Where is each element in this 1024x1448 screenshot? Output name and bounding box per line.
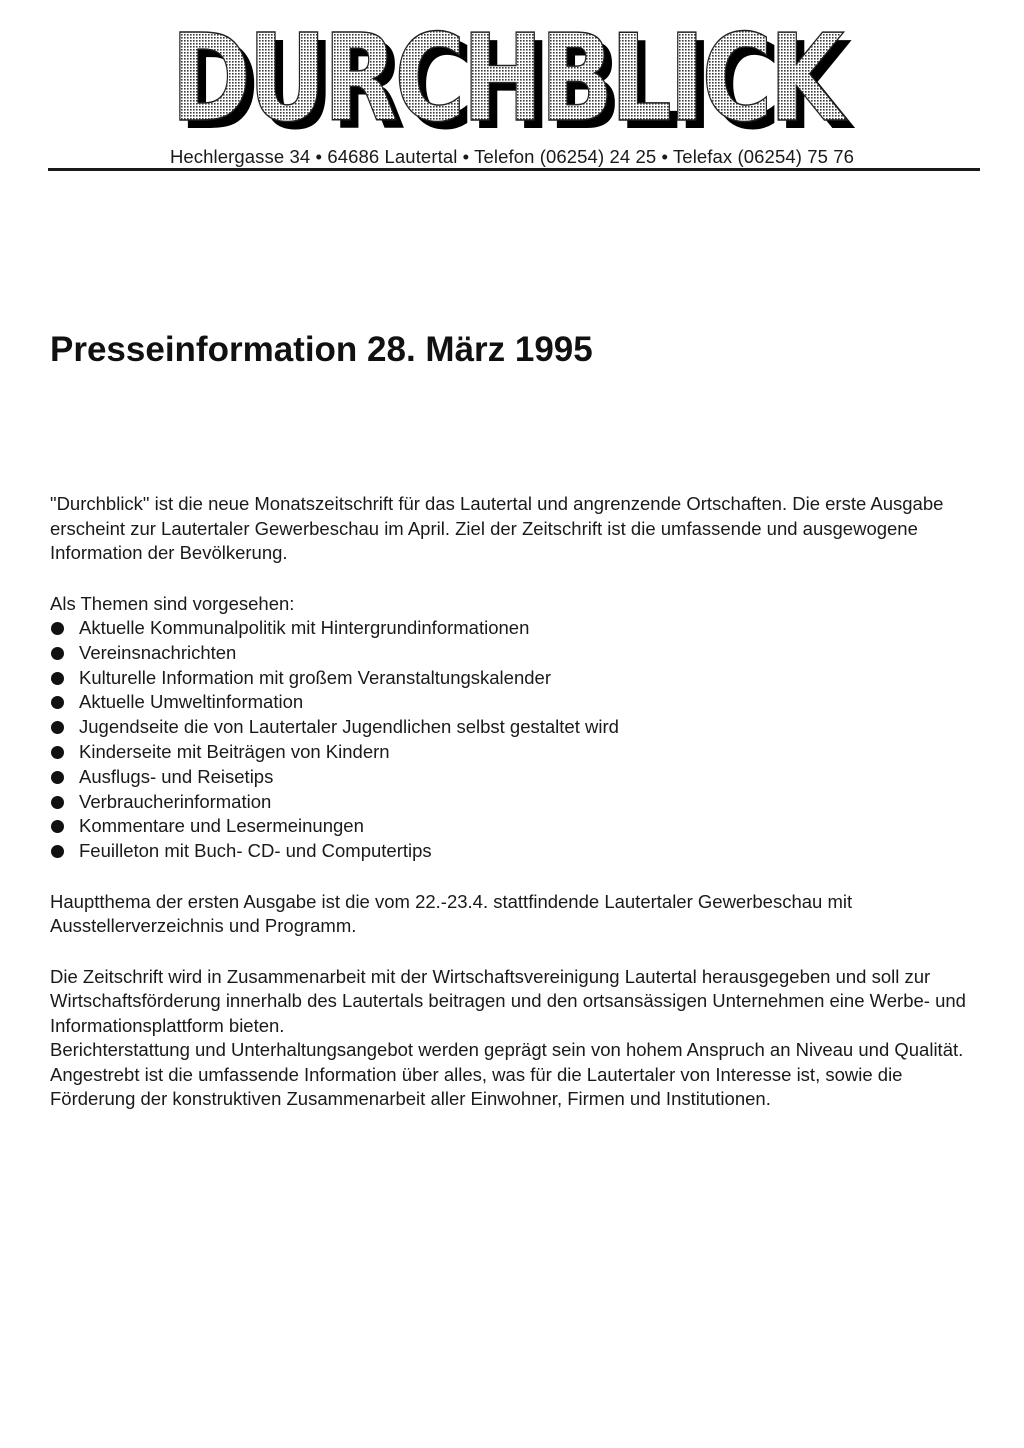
logo-wordmark: DURCHBLICK xyxy=(171,22,848,140)
address-line: Hechlergasse 34 • 64686 Lautertal • Telefon (06254) 24 25 • Telefax (06254) 75 76 xyxy=(169,146,855,167)
topic-text: Kinderseite mit Beiträgen von Kindern xyxy=(79,740,390,762)
list-item xyxy=(50,666,970,691)
list-item xyxy=(50,715,970,740)
bullet-icon xyxy=(51,820,64,833)
cooperation-paragraph: Die Zeitschrift wird in Zusammenarbeit mit der Wirtschaftsvereinigung Lautertal herausgegeben und soll zur Wirtschaftsförderung innerhalb des Lautertals beitragen und den ortsansässigen Unternehmen eine Werbe- und Informationsplattform bieten. xyxy=(50,965,966,1036)
bullet-icon xyxy=(51,746,64,759)
bullet-icon xyxy=(51,796,64,809)
list-item xyxy=(50,740,970,765)
list-item xyxy=(50,814,970,839)
press-release-body xyxy=(50,492,970,1112)
main-topic-paragraph: Hauptthema der ersten Ausgabe ist die vom 22.-23.4. stattfindende Lautertaler Gewerbeschau mit Ausstellerverzeichnis und Programm. xyxy=(50,890,853,937)
topic-text: Ausflugs- und Reisetips xyxy=(79,765,274,787)
bullet-icon xyxy=(51,845,64,858)
bullet-icon xyxy=(51,696,64,709)
logo-graphic xyxy=(160,22,860,140)
topic-text: Verbraucherinformation xyxy=(79,790,272,812)
topic-text: Feuilleton mit Buch- CD- und Computertips xyxy=(79,840,432,862)
list-item xyxy=(50,641,970,666)
bullet-icon xyxy=(51,771,64,784)
list-item xyxy=(50,690,970,715)
topic-text: Vereinsnachrichten xyxy=(79,641,237,663)
bullet-icon xyxy=(51,721,64,734)
bullet-icon xyxy=(51,672,64,685)
topics-list xyxy=(50,616,970,864)
bullet-icon xyxy=(51,647,64,660)
page-title: Presseinformation 28. März 1995 xyxy=(50,330,593,369)
list-item xyxy=(50,616,970,641)
topic-text: Kommentare und Lesermeinungen xyxy=(79,815,364,837)
topic-text: Kulturelle Information mit großem Veranstaltungskalender xyxy=(79,666,551,688)
header-rule xyxy=(48,168,980,171)
quality-paragraph: Berichterstattung und Unterhaltungsangebot werden geprägt sein von hohem Anspruch an Niveau und Qualität. Angestrebt ist die umfassende Information über alles, was für die Lautertaler von Interesse ist, sowie die Förderung der konstruktiven Zusammenarbeit aller Einwohner, Firmen und Institutionen. xyxy=(50,1039,964,1110)
list-item xyxy=(50,765,970,790)
intro-paragraph: "Durchblick" ist die neue Monatszeitschrift für das Lautertal und angrenzende Ortschaften. Die erste Ausgabe erscheint zur Lautertaler Gewerbeschau im April. Ziel der Zeitschrift ist die umfassende und ausgewogene Information der Bevölkerung. xyxy=(50,493,944,563)
list-item xyxy=(50,790,970,815)
masthead-logo xyxy=(160,22,860,140)
topic-text: Aktuelle Kommunalpolitik mit Hintergrundinformationen xyxy=(79,617,530,638)
topics-heading: Als Themen sind vorgesehen: xyxy=(50,592,295,614)
topic-text: Jugendseite die von Lautertaler Jugendlichen selbst gestaltet wird xyxy=(79,716,619,738)
bullet-icon xyxy=(51,622,64,635)
topic-text: Aktuelle Umweltinformation xyxy=(79,691,304,713)
list-item xyxy=(50,839,970,864)
logo-shadow: DURCHBLICK xyxy=(179,22,856,140)
